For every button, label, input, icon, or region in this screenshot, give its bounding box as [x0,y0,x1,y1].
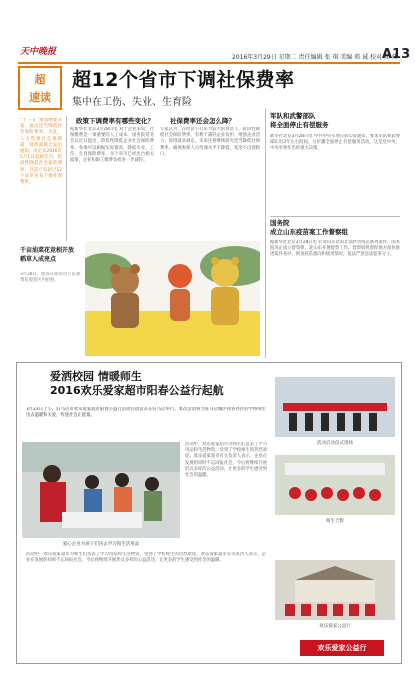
feature-caption-r1: 活动启动仪式现场 [317,441,353,446]
feature-photo-r1 [275,377,395,437]
feature-body: 活动中，欢乐爱家超市为师生们送去了学习用品和生活物资，受到了学校师生的热烈欢迎。欢乐爱家超市有关负责人表示，企业在发展的同时不忘回报社会，今后将继续开展形式多样的公益活动，让更多的学生感受到社会的温暖。 [26,552,266,564]
section-body-cac: 据新华社北京3月28日电 针对山东济南非法经营疫苗系列案件，国务院决定成立督察组，赴山东开展督察工作。督察组将督促地方加快推进案件查办，彻查疫苗流向和使用情况，依法严惩违法犯罪分子。 [270,240,400,258]
divider [270,216,400,217]
section-title-army: 军队和武警部队 将全面停止有偿服务 [270,112,329,129]
section-body-why: 据新华社北京3月28日电 对于企业来说，社保缴费是一项重要的人工成本。国务院常务会议近日提出，阶段性降低企业社会保险费率，各地可以根据实际情况，降低失业、工伤、生育保险费率。多个省市已经出台相关政策，企业和职工缴费负担进一步减轻。 [70,127,154,164]
feature-photo-r2 [275,455,395,515]
feature-title-line2: 2016欢乐爱家超市阳春公益行起航 [50,384,224,397]
feature-title-line1: 爱洒校园 情暖师生 [50,370,142,383]
feature-main-caption: 爱心企业为孩子们送去学习和生活用品 [62,542,140,547]
section-body-impact: 专家认为，在经济下行压力较大的背景下，阶段性降低社会保险费率，有利于减轻企业负担、增强企业活力、促进就业稳定。未来还将继续研究适当降低社保费率，确保参保人员待遇水平不降低、基金不出现缺口。 [160,127,260,157]
dateline: 2016年3月29日 星期二 责任编辑 张 琪 美编 邢 诚 校对 郑 伟 [232,54,398,61]
photo-top-caption: 千亩油菜花竞相开放 稻草人成亮点 [20,247,75,263]
feature-body-col2: 活动中，欢乐爱家超市为师生们送去了学习用品和生活物资，受到了学校师生的热烈欢迎。欢乐爱家超市有关负责人表示，企业在发展的同时不忘回报社会，今后将继续开展形式多样的公益活动，让更多的学生感受到社会的温暖。 [185,442,267,479]
scarecrow-photo [85,241,260,356]
section-title-why: 政策下调费率有哪些变化？ [76,117,154,125]
section-title-impact: 社保费率还会怎么降？ [170,117,235,125]
masthead-brand: 天中晚报 [20,47,57,57]
badge-line2: 速读 [29,91,51,104]
top-rule [18,62,400,64]
lead-subhead: 集中在工伤、失业、生育险 [72,97,192,108]
photo-top-note: 3月28日，游客在淮滨县万亩油菜花观赏区内拍照。 [20,272,80,284]
left-sidebar-text: “十三五”规划纲要草案，提出适当降低社会保险费率。为此，人力资源社会保障部、财政部联合发出通知，决定从2016年5月1日起两年内，阶段性降低社会保险费率。目前已有超过12个省市宣布下调社保费率。 [20,118,62,186]
section-title-cac: 国务院 成立山东疫苗案工作督察组 [270,219,348,236]
feature-photo-r3 [275,560,395,620]
badge-line1: 超 [34,73,46,86]
feature-main-photo [22,442,180,538]
feature-caption-r3: 欢乐爱家公益行 [319,624,351,629]
section-badge [18,66,62,110]
divider [66,116,67,241]
section-body-army: 新华社北京3月28日电 中共中央军委日前印发通知，要求军队和武警部队用3年左右时间，分步骤全面停止有偿服务活动。这是党中央、中央军委作出的重大决策。 [270,134,400,152]
feature-banner: 欢乐爱家公益行 [300,640,384,656]
divider [265,108,266,358]
lead-headline: 超12个省市下调社保费率 [72,69,295,91]
feature-caption-r2: 师生合影 [326,519,344,524]
page-number: A13 [382,47,411,62]
feature-intro: 3月23日上午，驻马店市欢乐爱家超市阳春公益行活动启动仪式在驻马店举行。本次活动将为驻马店城区和各县区的学校师生送去温暖和关爱，传递社会正能量。 [26,407,266,419]
